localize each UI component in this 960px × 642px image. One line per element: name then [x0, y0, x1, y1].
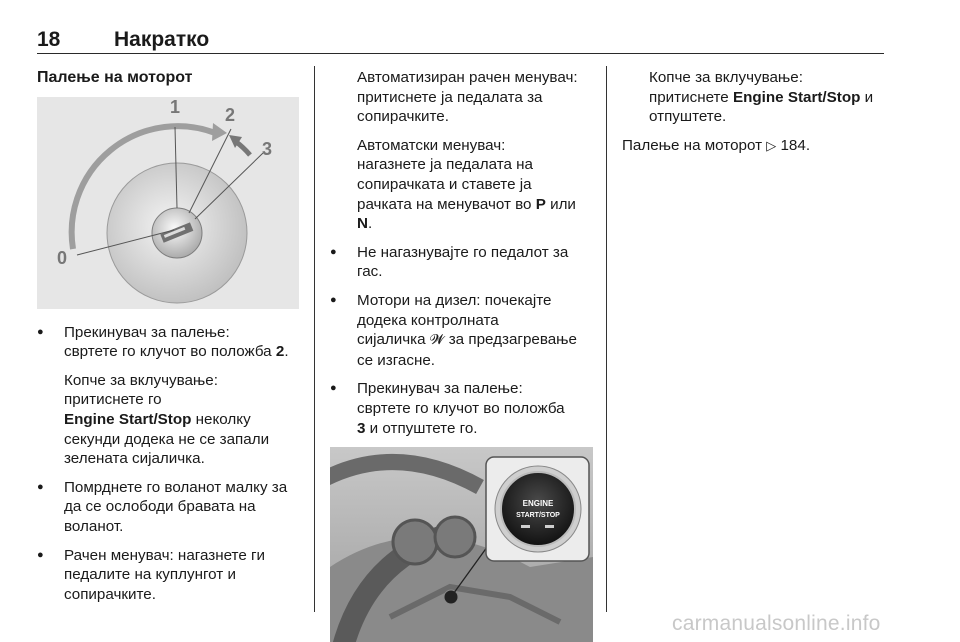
- section-title: Палење на моторот: [37, 69, 193, 86]
- watermark: carmanualsonline.info: [672, 612, 881, 635]
- position-label-3: 3: [262, 138, 273, 159]
- ignition-switch-figure: [37, 97, 299, 309]
- position-label-0: 0: [57, 247, 68, 268]
- running-head: Накратко: [114, 28, 210, 51]
- bullet-ignition-switch: ● Прекинувач за палење: свртете го клучот во положба 2.: [37, 323, 303, 362]
- position-label-1: 1: [170, 96, 181, 117]
- cross-reference[interactable]: Палење на моторот ▷ 184.: [622, 136, 811, 154]
- position-label-2: 2: [225, 104, 236, 125]
- paragraph-start-button: Копче за вклучување: притиснете го Engine Start/Stop неколку секунди додека не се запали зелената сијаличка.: [64, 371, 270, 468]
- bullet-manual-transmission: ● Рачен менувач: нагазнете ги педалите на куплунгот и сопирачките.: [37, 546, 303, 605]
- ignition-switch-illustration: [37, 97, 299, 309]
- column-3: [622, 68, 884, 155]
- paragraph-start-button-release: Копче за вклучување: притиснете Engine Start/Stop и отпуштете.: [649, 69, 874, 126]
- header-rule: [37, 53, 884, 54]
- preheat-glow-plug-icon: 𝓦: [429, 332, 445, 349]
- bullet-diesel: ● Мотори на дизел: почекајте додека контролната сијаличка 𝓦 за предзагревање се изгасне.: [330, 291, 594, 370]
- button-label-start-stop: START/STOP: [516, 512, 560, 520]
- paragraph-automated-manual: Автоматизиран рачен менувач: притиснете ја педалата за сопирачките.: [357, 69, 578, 126]
- column-divider-1: [314, 66, 315, 612]
- button-label-engine: ENGINE: [522, 499, 554, 509]
- paragraph-automatic-transmission: Автоматски менувач: нагазнете ја педалата на сопирачката и ставете ја рачката на менувачот во P или N.: [357, 136, 576, 233]
- column-divider-2: [606, 66, 607, 612]
- bullet-steering-lock: ● Помрднете го воланот малку за да се ослободи бравата на воланот.: [37, 478, 303, 537]
- right-arrow-icon: ▷: [766, 137, 777, 153]
- bullet-ignition-position-3: ● Прекинувач за палење: свртете го клучот во положба 3 и отпуштете го.: [330, 379, 594, 438]
- column-1: [37, 68, 303, 613]
- column-2: [330, 68, 594, 642]
- page-number: 18: [37, 28, 61, 51]
- dashboard-illustration: [330, 447, 593, 642]
- bullet-accelerator: ● Не нагазнувајте го педалот за гас.: [330, 243, 594, 282]
- dashboard-start-button-figure: [330, 447, 593, 642]
